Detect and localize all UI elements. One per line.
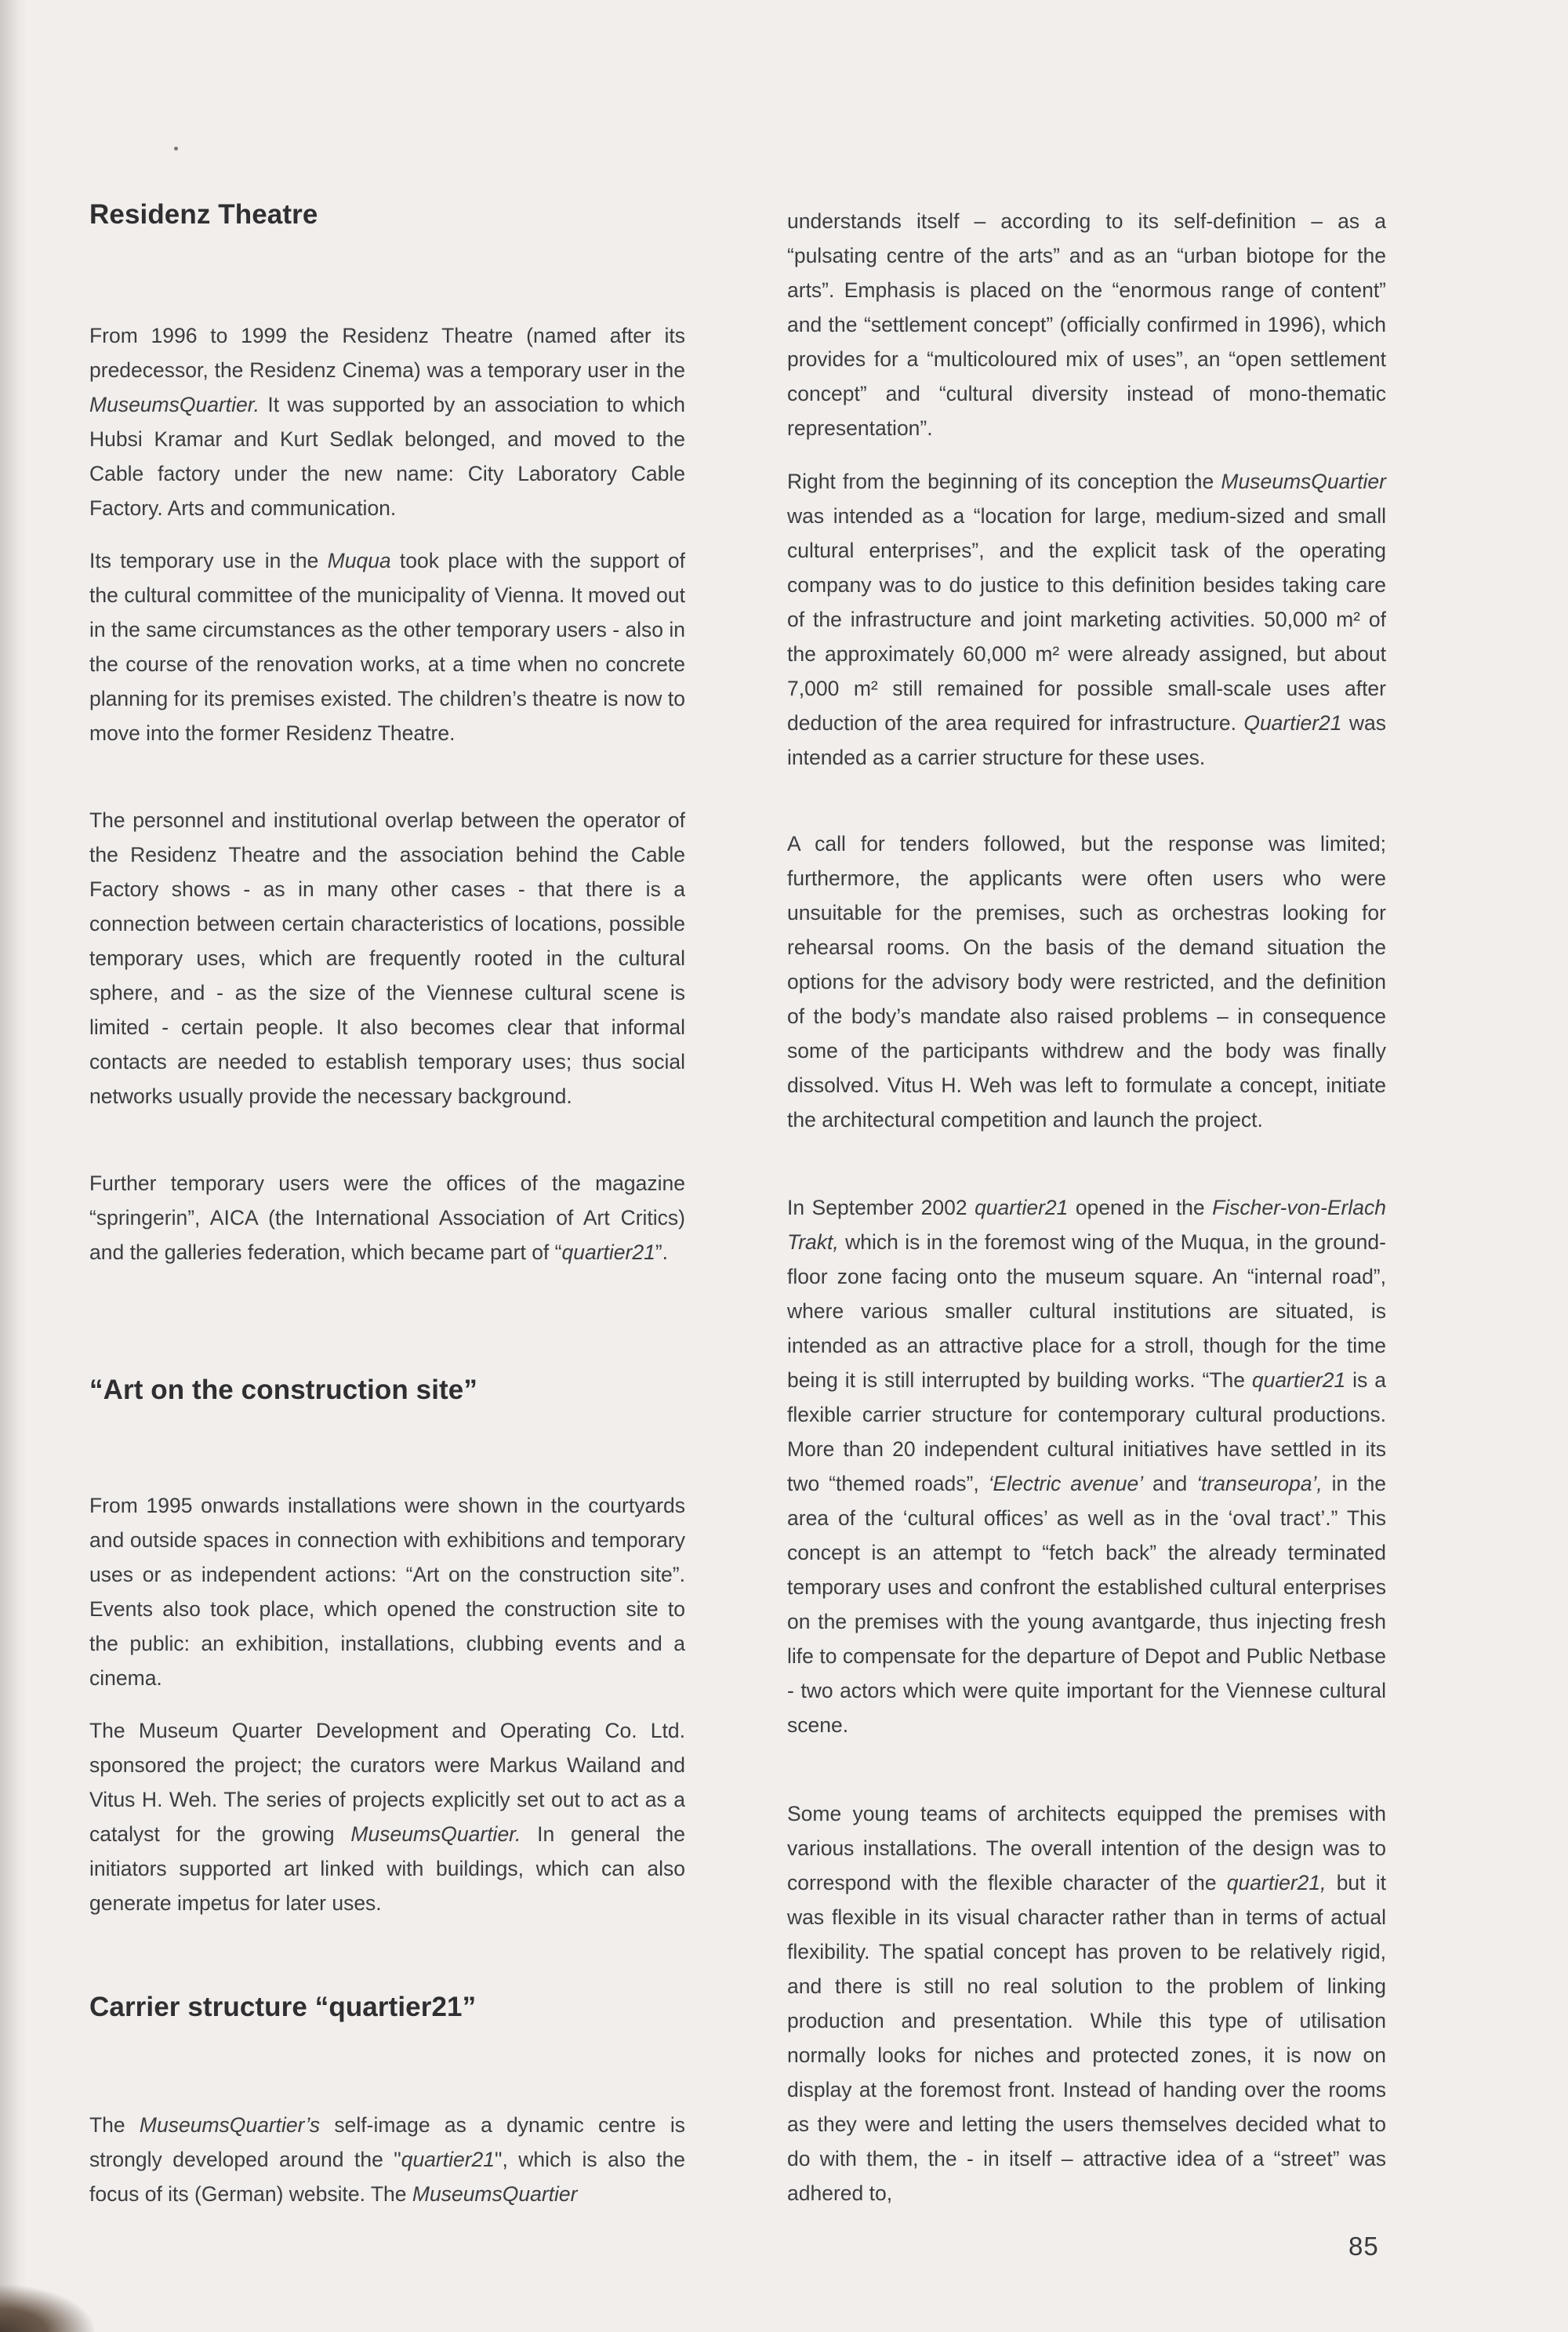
italic-term: MuseumsQuartier. bbox=[350, 1822, 521, 1846]
text-run: From 1995 onwards installations were shown in the courtyards and outside spaces in connection with exhibitions and temporary uses or as independent actions: “Art on the construction site”. Events also took place, which opened the construction site to the public: an exhibition, installations, clubbing events and a cinema. bbox=[89, 1494, 685, 1690]
text-run: From 1996 to 1999 the Residenz Theatre (named after its predecessor, the Residenz Cinema) was a temporary user in the bbox=[89, 324, 685, 382]
italic-term: quartier21 bbox=[975, 1196, 1069, 1219]
paragraph-residenz-3 bbox=[89, 803, 685, 1113]
italic-term: ‘Electric avenue’ bbox=[988, 1472, 1144, 1495]
text-run: opened in the bbox=[1068, 1196, 1213, 1219]
paragraph-residenz-2 bbox=[89, 543, 685, 750]
page-corner-shadow bbox=[0, 2285, 94, 2332]
italic-term: MuseumsQuartier bbox=[1221, 470, 1386, 493]
italic-term: quartier21 bbox=[401, 2148, 495, 2171]
italic-term: ‘transeuropa’, bbox=[1196, 1472, 1323, 1495]
heading-carrier-structure: Carrier structure “quartier21” bbox=[89, 1992, 477, 2022]
italic-term: Muqua bbox=[327, 549, 391, 572]
text-run: The bbox=[89, 2113, 140, 2137]
text-run: was intended as a “location for large, medium-sized and small cultural enterprises”, and the explicit task of the operating company was to do justice to this definition besides taking care of the infrastructure and joint marketing activities. 50,000 m² of the approximately 60,000 m² were already assigned, but about 7,000 m² still remained for possible small-scale uses after deduction of the area required for infrastructure. bbox=[787, 504, 1386, 735]
text-run: Right from the beginning of its conception the bbox=[787, 470, 1221, 493]
page-number: 85 bbox=[1348, 2232, 1379, 2261]
text-run: understands itself – according to its self-definition – as a “pulsating centre of the arts” and as an “urban biotope for the arts”. Emphasis is placed on the “enormous range of content” and the “settlement concept” (officially confirmed in 1996), which provides for a “multicoloured mix of uses”, an “open settlement concept” and “cultural diversity instead of mono-thematic representation”. bbox=[787, 209, 1386, 440]
text-run: which is in the foremost wing of the Muqua, in the ground-floor zone facing onto the museum square. An “internal road”, where various smaller cultural institutions are situated, is intended as an attractive place for a stroll, though for the time being it is still interrupted by building works. “The bbox=[787, 1230, 1386, 1392]
paragraph-art-1 bbox=[89, 1488, 685, 1695]
heading-art-construction-site: “Art on the construction site” bbox=[89, 1375, 477, 1405]
paragraph-art-2 bbox=[89, 1713, 685, 1920]
text-run: and bbox=[1143, 1472, 1197, 1495]
text-run: It was supported by an association to which Hubsi Kramar and Kurt Sedlak belonged, and moved to the Cable factory under the new name: City Laboratory Cable Factory. Arts and communication. bbox=[89, 393, 685, 520]
paragraph-carrier-1 bbox=[89, 2108, 685, 2211]
paragraph-right-5 bbox=[787, 1796, 1386, 2210]
text-run: Further temporary users were the offices of the magazine “springerin”, AICA (the International Association of Art Critics) and the galleries federation, which became part of “ bbox=[89, 1171, 685, 1264]
italic-term: Quartier21 bbox=[1243, 711, 1342, 735]
text-run: In general the initiators supported art linked with buildings, which can also generate impetus for later uses. bbox=[89, 1822, 685, 1915]
italic-term: MuseumsQuartier bbox=[412, 2182, 578, 2206]
paragraph-residenz-1 bbox=[89, 318, 685, 525]
italic-term: quartier21, bbox=[1226, 1871, 1327, 1894]
paragraph-right-1 bbox=[787, 204, 1386, 445]
text-run: in the area of the ‘cultural offices’ as well as in the ‘oval tract’.” This concept is an attempt to “fetch back” the already terminated temporary uses and confront the established cultural enterprises on the premises with the young avantgarde, thus injecting fresh life to compensate for the departure of Depot and Public Netbase - two actors which were quite important for the Viennese cultural scene. bbox=[787, 1472, 1386, 1737]
paragraph-right-2 bbox=[787, 464, 1386, 775]
text-run: ”. bbox=[655, 1240, 669, 1264]
text-run: Some young teams of architects equipped the premises with various installations. The overall intention of the design was to correspond with the flexible character of the bbox=[787, 1802, 1386, 1894]
text-run: In September 2002 bbox=[787, 1196, 975, 1219]
italic-term: quartier21 bbox=[1251, 1368, 1346, 1392]
text-run: is a flexible carrier structure for contemporary cultural productions. More than 20 independent cultural initiatives have settled in its two “themed roads”, bbox=[787, 1368, 1386, 1495]
paragraph-residenz-4 bbox=[89, 1166, 685, 1270]
paragraph-right-3 bbox=[787, 826, 1386, 1137]
heading-residenz-theatre: Residenz Theatre bbox=[89, 199, 318, 230]
italic-term: quartier21 bbox=[561, 1240, 655, 1264]
speck-mark bbox=[174, 147, 178, 151]
text-run: The Museum Quarter Development and Operating Co. Ltd. sponsored the project; the curators were Markus Wailand and Vitus H. Weh. The series of projects explicitly set out to act as a catalyst for the growing bbox=[89, 1719, 685, 1846]
page-spine-shadow bbox=[0, 0, 27, 2332]
text-run: self-image as a dynamic centre is strongly developed around the " bbox=[89, 2113, 685, 2171]
paragraph-right-4 bbox=[787, 1190, 1386, 1742]
text-run: A call for tenders followed, but the response was limited; furthermore, the applicants were often users who were unsuitable for the premises, such as orchestras looking for rehearsal rooms. On the basis of the demand situation the options for the advisory body were restricted, and the definition of the body’s mandate also raised problems – in consequence some of the participants withdrew and the body was finally dissolved. Vitus H. Weh was left to formulate a concept, initiate the architectural competition and launch the project. bbox=[787, 832, 1386, 1131]
text-run: ", which is also the focus of its (German) website. The bbox=[89, 2148, 685, 2206]
italic-term: MuseumsQuartier’s bbox=[139, 2113, 321, 2137]
text-run: took place with the support of the cultural committee of the municipality of Vienna. It moved out in the same circumstances as the other temporary users - also in the course of the renovation works, at a time when no concrete planning for its premises existed. The children’s theatre is now to move into the former Residenz Theatre. bbox=[89, 549, 685, 745]
italic-term: Fischer-von-Erlach Trakt, bbox=[787, 1196, 1386, 1254]
text-run: but it was flexible in its visual character rather than in terms of actual flexibility. The spatial concept has proven to be relatively rigid, and there is still no real solution to the problem of linking production and presentation. While this type of utilisation normally looks for niches and protected zones, it is now on display at the foremost front. Instead of handing over the rooms as they were and letting the users themselves decided what to do with them, the - in itself – attractive idea of a “street” was adhered to, bbox=[787, 1871, 1386, 2205]
italic-term: MuseumsQuartier. bbox=[89, 393, 260, 416]
text-run: Its temporary use in the bbox=[89, 549, 328, 572]
text-run: was intended as a carrier structure for these uses. bbox=[787, 711, 1386, 769]
text-run: The personnel and institutional overlap between the operator of the Residenz Theatre and the association behind the Cable Factory shows - as in many other cases - that there is a connection between certain characteristics of locations, possible temporary uses, which are frequently rooted in the cultural sphere, and - as the size of the Viennese cultural scene is limited - certain people. It also becomes clear that informal contacts are needed to establish temporary uses; thus social networks usually provide the necessary background. bbox=[89, 808, 685, 1108]
